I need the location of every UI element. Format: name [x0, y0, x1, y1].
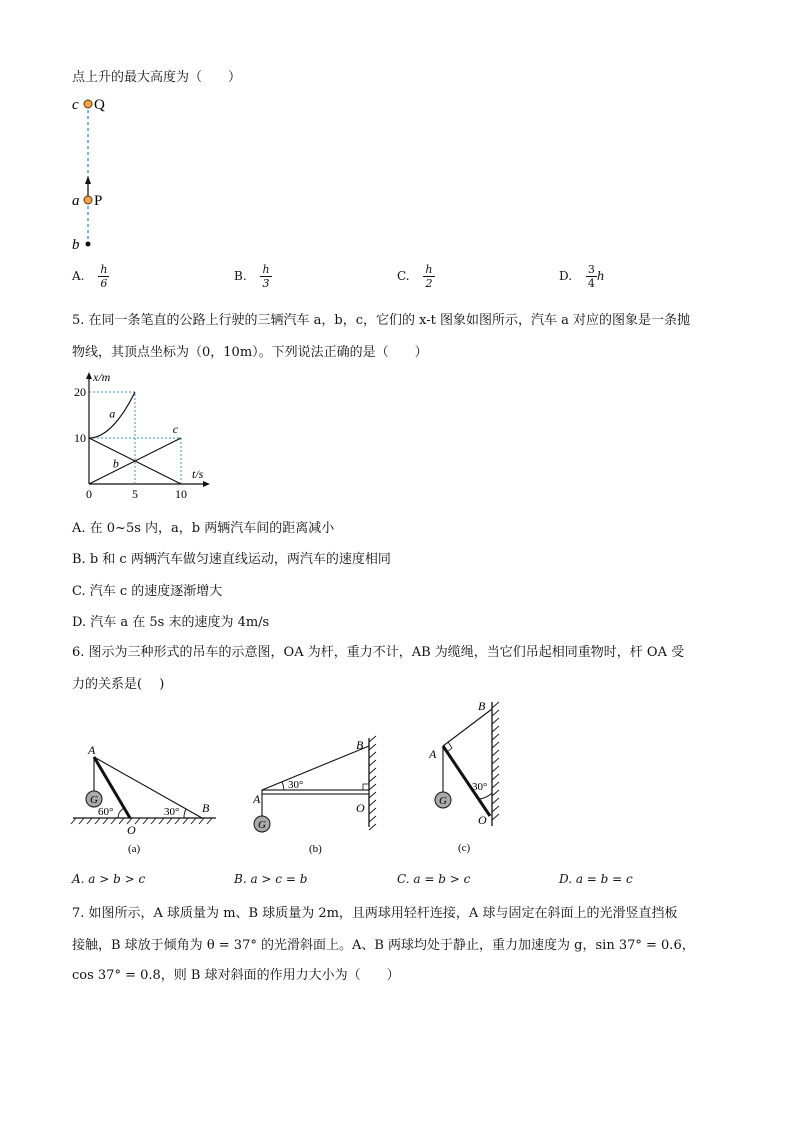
y-tick-label: 20: [74, 385, 86, 399]
angle-30-label: 30°: [288, 779, 304, 791]
y-tick-label: 10: [74, 431, 86, 445]
crane-figure-b: [248, 732, 388, 856]
q5-stem-line1: 5. 在同一条笔直的公路上行驶的三辆汽车 a，b，c，它们的 x-t 图象如图所示，汽车 a 对应的图象是一条抛: [72, 313, 691, 328]
label-c: c: [72, 97, 79, 113]
series-label-c: c: [172, 421, 179, 436]
xt-chart: [68, 366, 218, 502]
label-o: O: [127, 823, 136, 837]
caption-c: (c): [458, 842, 471, 854]
label-a: A: [253, 792, 261, 806]
q6-stem-line2: 力的关系是( ): [72, 677, 165, 692]
label-a: A: [88, 743, 96, 757]
angle-arc-30: [184, 809, 186, 818]
x-tick-label: 5: [132, 487, 138, 501]
q7-stem-line2: 接触，B 球放于倾角为 θ = 37° 的光滑斜面上。A、B 两球均处于静止，重力加速度为 g，sin 37° = 0.6，: [72, 938, 695, 953]
q6-option-b: B. a > c = b: [234, 872, 308, 886]
point-p-dot: [84, 196, 92, 204]
point-q-dot: [84, 100, 92, 108]
q7-stem-line1: 7. 如图所示，A 球质量为 m、B 球质量为 2m，且两球用轻杆连接，A 球与固定在斜面上的光滑竖直挡板: [72, 906, 678, 921]
angle-60-label: 60°: [98, 806, 114, 818]
crane-figure-a: [68, 738, 218, 856]
angle-30-label: 30°: [164, 806, 180, 818]
series-label-a: a: [109, 406, 116, 421]
angle-30-label: 30°: [472, 781, 488, 793]
x-axis-label: t/s: [192, 467, 204, 481]
q6-option-c: C. a = b > c: [397, 872, 471, 886]
x-tick-label: 0: [86, 487, 92, 501]
y-axis-label: x/m: [93, 370, 111, 384]
q6-option-d: D. a = b = c: [559, 872, 633, 886]
label-b: b: [72, 237, 80, 253]
x-tick-label: 10: [175, 487, 187, 501]
label-o: O: [478, 813, 487, 827]
crane-figure-c: [422, 696, 522, 856]
q5-option-b: B. b 和 c 两辆汽车做匀速直线运动，两汽车的速度相同: [72, 552, 391, 567]
caption-a: (a): [128, 843, 141, 855]
y-axis-arrowhead: [86, 372, 92, 379]
ground-hatching: [71, 818, 212, 824]
q4-option-a: A. $\frac{h}{6}$: [72, 263, 108, 290]
q5-option-a: A. 在 0~5s 内，a，b 两辆汽车间的距离减小: [72, 521, 335, 536]
label-b: B: [478, 699, 486, 713]
caption-b: (b): [309, 843, 322, 855]
fraction: $\frac{h}{3}$: [262, 263, 270, 290]
q4-option-d: D. $\frac{3}{4}$ h: [559, 263, 605, 290]
wall-hatching: [492, 702, 499, 820]
label-a: A: [429, 747, 437, 761]
fraction: $\frac{h}{6}$: [100, 263, 108, 290]
angle-arc-30: [282, 782, 284, 790]
q5-stem-line2: 物线，其顶点坐标为（0，10m）。下列说法正确的是（ ）: [72, 345, 428, 360]
velocity-arrowhead: [85, 176, 91, 184]
label-b: B: [356, 738, 364, 752]
angle-arc-30: [479, 793, 492, 799]
fraction: $\frac{h}{2}$: [425, 263, 433, 290]
svg-text:G: G: [439, 795, 447, 807]
q6-stem-line1: 6. 图示为三种形式的吊车的示意图，OA 为杆，重力不计，AB 为缆绳，当它们吊起相同重物时，杆 OA 受: [72, 645, 685, 660]
fraction: $\frac{3}{4}$: [587, 263, 595, 290]
q4-option-c: C. $\frac{h}{2}$: [397, 263, 433, 290]
label-a: a: [72, 193, 80, 209]
angle-arc-60: [118, 808, 124, 818]
svg-text:G: G: [258, 819, 266, 831]
q6-option-a: A. a > b > c: [72, 872, 146, 886]
rod-oa: [262, 790, 369, 794]
q5-option-d: D. 汽车 a 在 5s 末的速度为 4m/s: [72, 615, 270, 630]
q5-option-c: C. 汽车 c 的速度逐渐增大: [72, 584, 223, 599]
q4-figure: [68, 92, 128, 254]
svg-text:G: G: [90, 794, 98, 806]
x-axis-arrowhead: [203, 481, 210, 487]
point-b-dot: [86, 242, 91, 247]
series-label-b: b: [112, 456, 119, 471]
q7-stem-line3: cos 37° = 0.8，则 B 球对斜面的作用力大小为（ ）: [72, 968, 400, 983]
q4-option-b: B. $\frac{h}{3}$: [234, 263, 270, 290]
cable-ab: [262, 746, 369, 790]
label-b: B: [202, 801, 210, 815]
label-p: P: [94, 193, 103, 209]
q4-stem-tail: 点上升的最大高度为（ ）: [72, 70, 242, 85]
label-q: Q: [94, 97, 105, 113]
wall-hatching: [369, 736, 376, 830]
right-angle-mark: [363, 784, 369, 790]
cable-ab: [443, 709, 492, 746]
label-o: O: [356, 801, 365, 815]
